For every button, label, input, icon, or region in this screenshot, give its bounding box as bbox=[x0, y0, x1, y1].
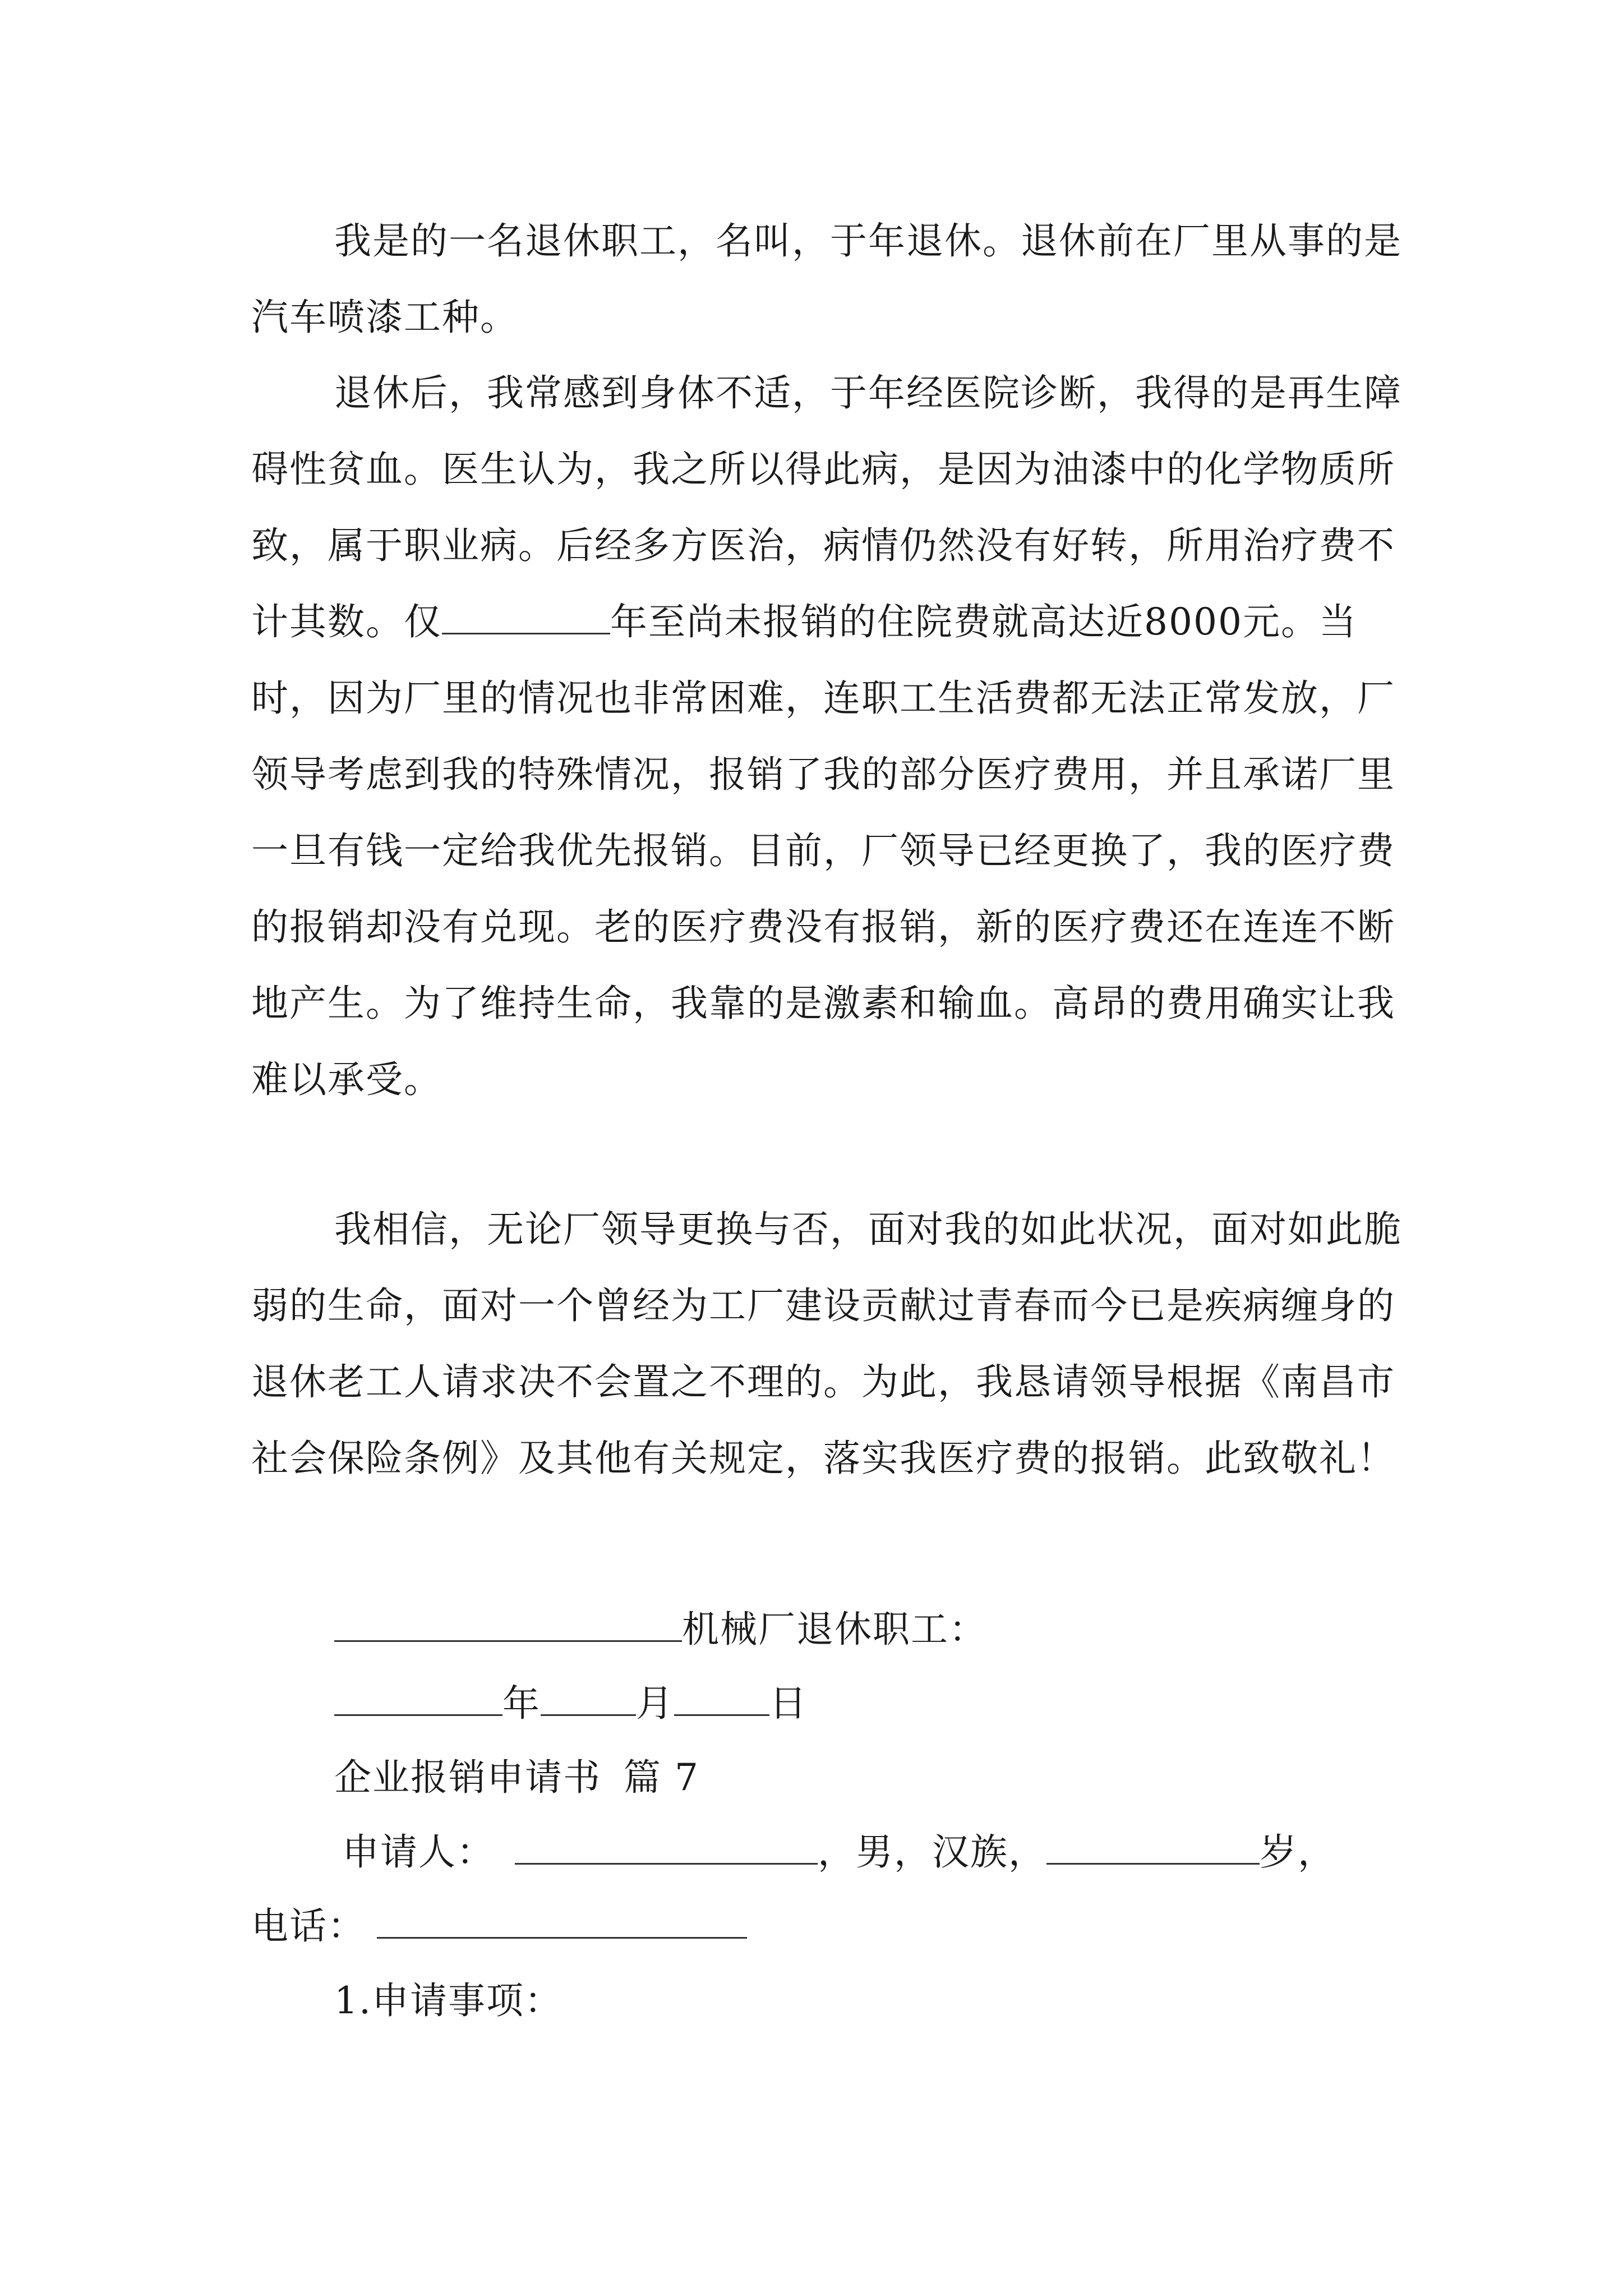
blank-year bbox=[334, 1681, 502, 1716]
blank-phone bbox=[377, 1903, 747, 1939]
section-title: 企业报销申请书 bbox=[334, 1756, 601, 1799]
item-1-label: 1.申请事项： bbox=[334, 1979, 562, 2022]
paragraph-illness-description bbox=[251, 355, 1418, 1118]
paragraph-text: 我相信，无论厂领导更换与否，面对我的如此状况，面对如此脆弱的生命，面对一个曾经为工厂建设贡献过青春而今已是疾病缠身的退休老工人请求决不会置之不理的。为此，我恳请领导根据《南昌市社会保险条例》及其他有关规定，落实我医疗费的报销。此致敬礼！ bbox=[251, 1208, 1402, 1480]
signature-label: 机械厂退休职工： bbox=[682, 1608, 987, 1651]
blank-month bbox=[541, 1681, 636, 1716]
date-day-label: 日 bbox=[769, 1682, 808, 1725]
paragraph-request bbox=[251, 1191, 1418, 1497]
date-line bbox=[334, 1676, 808, 1732]
date-month-label: 月 bbox=[636, 1682, 674, 1725]
applicant-age-suffix: 岁， bbox=[1260, 1830, 1336, 1874]
blank-day bbox=[674, 1681, 769, 1716]
paragraph-text-part-b: 年至尚未报销的住院费就高达近8000元。当时，因为厂里的情况也非常困难，连职工生活费都无法正常发放，厂领导考虑到我的特殊情况，报销了我的部分医疗费用，并且承诺厂里一旦有钱一定给我优先报销。目前，厂领导已经更换了，我的医疗费的报销却没有兑现。老的医疗费没有报销，新的医疗费还在连连不断地产生。为了维持生命，我靠的是激素和输血。高昂的费用确实让我难以承受。 bbox=[251, 600, 1395, 1101]
section-number: 篇 7 bbox=[624, 1756, 699, 1799]
item-heading-1 bbox=[334, 1973, 562, 2029]
phone-line bbox=[251, 1898, 747, 1954]
paragraph-text: 我是的一名退休职工，名叫，于年退休。退休前在厂里从事的是汽车喷漆工种。 bbox=[251, 219, 1402, 339]
blank-year-field bbox=[442, 599, 610, 634]
paragraph-retiree-intro bbox=[251, 203, 1418, 356]
date-year-label: 年 bbox=[502, 1682, 541, 1725]
blank-applicant-age bbox=[1046, 1829, 1260, 1865]
blank-name-field bbox=[334, 1607, 682, 1642]
phone-label: 电话： bbox=[251, 1904, 366, 1948]
paragraph-text-part-a: 退休后，我常感到身体不适，于年经医院诊断，我得的是再生障碍性贫血。医生认为，我之所以得此病，是因为油漆中的化学物质所致，属于职业病。后经多方医治，病情仍然没有好转，所用治疗费不计其数。仅 bbox=[251, 371, 1402, 643]
applicant-label: 申请人： bbox=[342, 1830, 495, 1874]
blank-applicant-name bbox=[515, 1829, 818, 1865]
section-heading bbox=[334, 1750, 699, 1806]
applicant-gender-ethnicity: ，男，汉族， bbox=[818, 1830, 1046, 1874]
applicant-line bbox=[342, 1824, 1336, 1880]
signature-line bbox=[334, 1602, 987, 1658]
